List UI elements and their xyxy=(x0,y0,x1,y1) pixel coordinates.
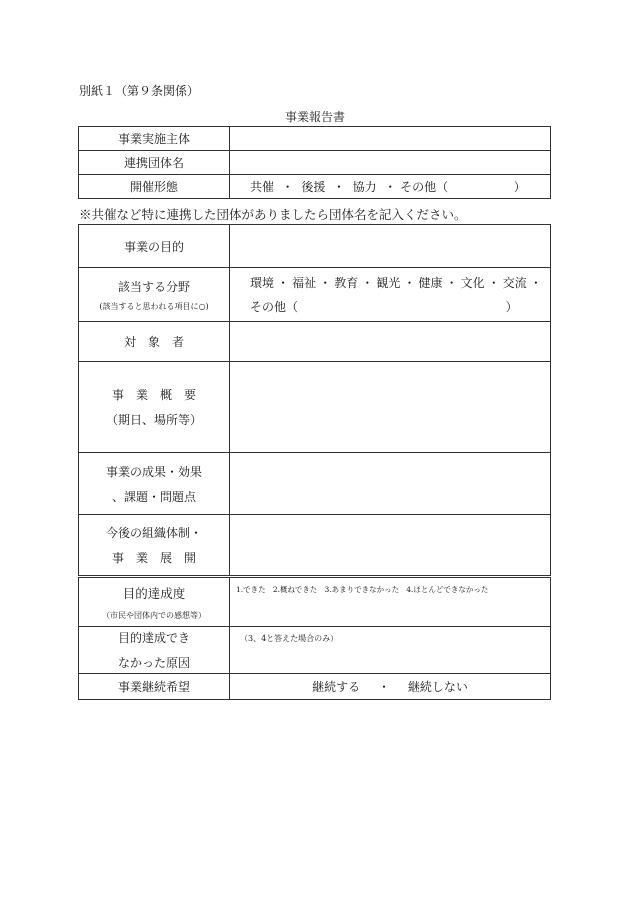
format-option-other[interactable]: その他（ xyxy=(400,180,449,194)
separator-dot: ・ xyxy=(361,276,374,290)
continuation-label: 事業継続希望 xyxy=(79,674,230,700)
future-label-line2: 事 業 展 開 xyxy=(111,551,196,565)
separator-dot: ・ xyxy=(277,180,298,194)
achievement-sublabel: （市民や団体内での感想等） xyxy=(102,610,206,620)
discontinue-option[interactable]: 継続しない xyxy=(407,680,468,694)
field-sublabel: (該当すると思われる項目に○) xyxy=(99,301,209,311)
future-field[interactable] xyxy=(230,515,551,577)
report-table xyxy=(78,224,551,700)
close-paren: ） xyxy=(505,300,518,314)
field-option-environment[interactable]: 環境 xyxy=(250,276,275,290)
separator-dot: ・ xyxy=(277,276,290,290)
separator-dot: ・ xyxy=(445,276,458,290)
field-options[interactable] xyxy=(230,268,551,322)
achievement-label-cell xyxy=(79,577,230,627)
table-row xyxy=(79,225,551,268)
form-reference: 別紙１（第９条関係） xyxy=(79,84,200,98)
partner-field[interactable] xyxy=(230,151,551,175)
separator-dot: ・ xyxy=(329,180,349,194)
field-option-education[interactable]: 教育 xyxy=(334,276,359,290)
continuation-options[interactable] xyxy=(230,674,551,700)
cause-label-line2: なかった原因 xyxy=(117,656,190,670)
table-row xyxy=(79,627,551,674)
field-label-cell xyxy=(79,268,230,322)
overview-sublabel: （期日、場所等） xyxy=(105,413,202,427)
table-row xyxy=(79,577,551,627)
table-row xyxy=(79,268,551,322)
separator-dot: ・ xyxy=(529,276,542,290)
close-paren: ） xyxy=(513,180,526,194)
achievement-choice-1[interactable]: 1.できた xyxy=(236,585,266,594)
table-row xyxy=(79,515,551,577)
organizer-label: 事業実施主体 xyxy=(79,127,230,151)
field-option-tourism[interactable]: 観光 xyxy=(376,276,401,290)
results-label-line1: 事業の成果・効果 xyxy=(105,464,202,479)
achievement-choice-2[interactable]: 2.概ねできた xyxy=(272,585,318,594)
results-label-line2: 、課題・問題点 xyxy=(111,489,196,504)
future-label-cell xyxy=(79,515,230,577)
table-row xyxy=(79,362,551,453)
field-option-welfare[interactable]: 福祉 xyxy=(292,276,317,290)
results-field[interactable] xyxy=(230,453,551,515)
cause-label-cell xyxy=(79,627,230,674)
organizer-table xyxy=(78,126,551,199)
achievement-label: 目的達成度 xyxy=(122,585,186,601)
cause-field[interactable] xyxy=(230,627,551,674)
format-option-cooperation[interactable]: 協力 xyxy=(352,180,377,194)
format-option-support[interactable]: 後援 xyxy=(301,180,326,194)
field-label: 該当する分野 xyxy=(117,279,190,294)
format-options[interactable] xyxy=(230,175,551,199)
target-field[interactable] xyxy=(230,322,551,362)
results-label-cell xyxy=(79,453,230,515)
overview-field[interactable] xyxy=(230,362,551,453)
table-row xyxy=(79,151,551,175)
purpose-field[interactable] xyxy=(230,225,551,268)
table-row xyxy=(79,322,551,362)
separator-dot: ・ xyxy=(487,276,500,290)
field-option-culture[interactable]: 文化 xyxy=(460,276,485,290)
table-row xyxy=(79,175,551,199)
field-option-list xyxy=(230,274,550,291)
achievement-choices[interactable] xyxy=(230,577,551,627)
format-label: 開催形態 xyxy=(79,175,230,199)
separator-dot: ・ xyxy=(319,276,332,290)
field-option-exchange[interactable]: 交流 xyxy=(502,276,527,290)
separator-dot: ・ xyxy=(403,276,416,290)
field-option-other[interactable]: その他（ xyxy=(250,300,299,314)
purpose-label: 事業の目的 xyxy=(79,225,230,268)
future-label-line1: 今後の組織体制・ xyxy=(105,526,202,540)
organizer-field[interactable] xyxy=(230,127,551,151)
document-title: 事業報告書 xyxy=(284,110,345,124)
separator-dot: ・ xyxy=(377,680,390,694)
overview-label-cell xyxy=(79,362,230,453)
table-row xyxy=(79,127,551,151)
achievement-choice-4[interactable]: 4.ほとんどできなかった xyxy=(406,585,489,594)
target-label: 対 象 者 xyxy=(79,322,230,362)
achievement-choice-list xyxy=(230,584,550,595)
overview-label: 事 業 概 要 xyxy=(111,388,196,402)
achievement-choice-3[interactable]: 3.あまりできなかった xyxy=(324,585,400,594)
table-row xyxy=(79,453,551,515)
format-option-cohost[interactable]: 共催 xyxy=(250,180,275,194)
separator-dot: ・ xyxy=(380,180,397,194)
table-row xyxy=(79,674,551,700)
partner-label: 連携団体名 xyxy=(79,151,230,175)
cause-hint: （3、4と答えた場合のみ） xyxy=(240,634,339,643)
field-other xyxy=(230,298,550,315)
field-option-health[interactable]: 健康 xyxy=(418,276,443,290)
continue-option[interactable]: 継続する xyxy=(312,680,361,694)
cause-label-line1: 目的達成でき xyxy=(117,631,190,645)
partner-note: ※共催など特に連携した団体がありましたら団体名を記入ください。 xyxy=(79,207,467,222)
